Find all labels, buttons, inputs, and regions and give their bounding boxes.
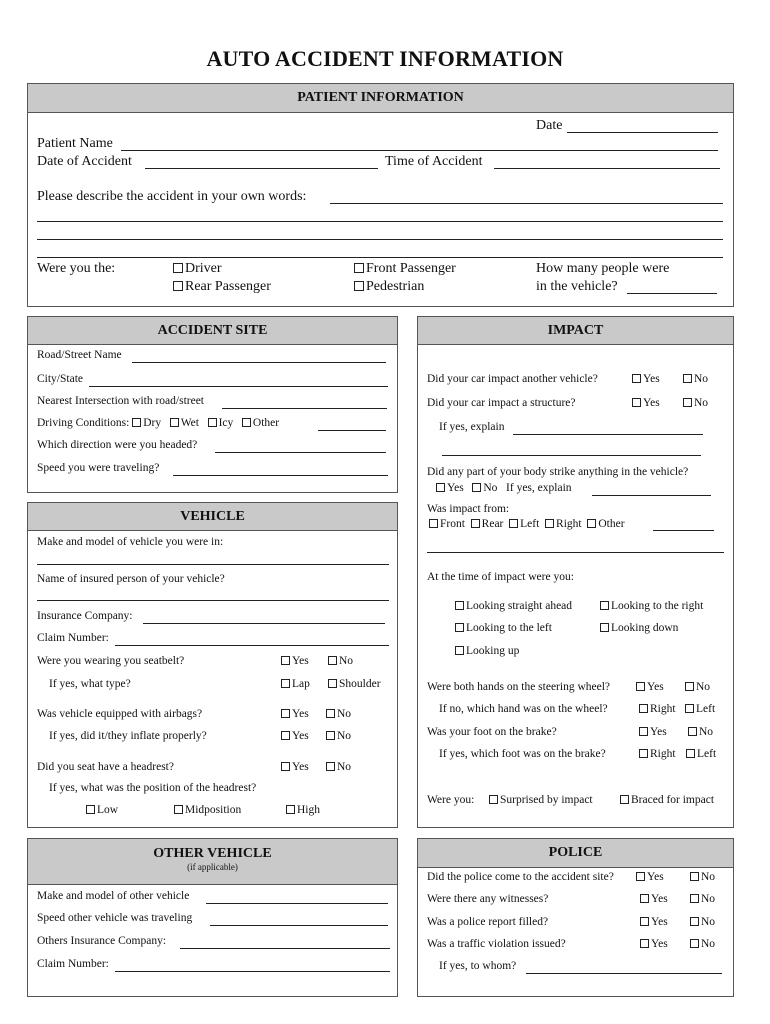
lap-checkbox[interactable] — [281, 679, 290, 688]
structure-yes-label: Yes — [643, 397, 660, 409]
impact-extra-field[interactable] — [427, 552, 724, 553]
driver-checkbox[interactable] — [173, 263, 183, 273]
were-you-impact-label: Were you: — [427, 794, 475, 806]
headrest-no[interactable] — [326, 761, 351, 773]
foot-yes-checkbox[interactable] — [639, 727, 648, 736]
how-many-field[interactable] — [627, 293, 717, 294]
report-no-label: No — [701, 916, 716, 928]
rear-passenger-checkbox[interactable] — [173, 281, 183, 291]
airbags-no-label: No — [337, 708, 352, 720]
police-come-no[interactable] — [690, 871, 715, 883]
insurance-label: Insurance Company: — [37, 610, 133, 622]
surprised-checkbox[interactable] — [489, 795, 498, 804]
explain-field-1[interactable] — [513, 434, 703, 435]
left-label: Left — [520, 518, 540, 530]
headrest-yes[interactable] — [281, 761, 309, 773]
violation-no-label: No — [701, 938, 716, 950]
low-option[interactable] — [86, 804, 118, 816]
seatbelt-yes-checkbox[interactable] — [281, 656, 290, 665]
front-passenger-label: Front Passenger — [366, 261, 456, 276]
other-direction-checkbox[interactable] — [587, 519, 596, 528]
violation-label: Was a traffic violation issued? — [427, 938, 566, 950]
to-left-checkbox[interactable] — [455, 623, 464, 632]
date-of-accident-label: Date of Accident — [37, 154, 132, 169]
pedestrian-checkbox[interactable] — [354, 281, 364, 291]
seatbelt-no-checkbox[interactable] — [328, 656, 337, 665]
witnesses-yes-label: Yes — [651, 893, 668, 905]
structure-yes-checkbox[interactable] — [632, 398, 641, 407]
police-come-no-checkbox[interactable] — [690, 872, 699, 881]
foot-yes-label: Yes — [650, 726, 667, 738]
time-of-accident-label: Time of Accident — [385, 154, 483, 169]
front-checkbox[interactable] — [429, 519, 438, 528]
explain-field-2[interactable] — [442, 455, 701, 456]
other-vehicle-title: OTHER VEHICLE — [153, 846, 272, 861]
report-no[interactable] — [690, 916, 715, 928]
type-label: If yes, what type? — [49, 678, 131, 690]
body-explain-label: If yes, explain — [506, 482, 572, 494]
another-yes-label: Yes — [643, 373, 660, 385]
braced-option[interactable] — [620, 794, 714, 806]
foot-label: Was your foot on the brake? — [427, 726, 557, 738]
report-yes-checkbox[interactable] — [640, 917, 649, 926]
inflate-no-label: No — [337, 730, 352, 742]
other-insurance-label: Others Insurance Company: — [37, 935, 167, 947]
claim-label: Claim Number: — [37, 632, 109, 644]
up-option[interactable] — [455, 645, 519, 657]
speed-field[interactable] — [173, 475, 388, 476]
airbags-yes-checkbox[interactable] — [281, 709, 290, 718]
whom-field[interactable] — [526, 973, 722, 974]
headrest-yes-label: Yes — [292, 761, 309, 773]
violation-no-checkbox[interactable] — [690, 939, 699, 948]
inflate-yes[interactable] — [281, 730, 309, 742]
other-make-field[interactable] — [206, 903, 388, 904]
hands-no-label: No — [696, 681, 711, 693]
to-right-checkbox[interactable] — [600, 601, 609, 610]
violation-yes[interactable] — [640, 938, 668, 950]
were-you-label: Were you the: — [37, 261, 116, 276]
body-no-checkbox[interactable] — [472, 483, 481, 492]
foot-right-label: Right — [650, 748, 676, 760]
wet-label: Wet — [180, 417, 199, 429]
conditions-row — [37, 417, 279, 429]
witnesses-no-checkbox[interactable] — [690, 894, 699, 903]
foot-right-checkbox[interactable] — [639, 749, 648, 758]
conditions-label: Driving Conditions: — [37, 417, 130, 429]
hands-yes-label: Yes — [647, 681, 664, 693]
date-of-accident-field[interactable] — [145, 168, 378, 169]
braced-label: Braced for impact — [631, 794, 715, 806]
airbags-yes[interactable] — [281, 708, 309, 720]
intersection-field[interactable] — [222, 408, 387, 409]
report-yes[interactable] — [640, 916, 668, 928]
structure-yes[interactable] — [632, 397, 660, 409]
explain-label: If yes, explain — [439, 421, 505, 433]
other-speed-label: Speed other vehicle was traveling — [37, 912, 193, 924]
inflate-no-checkbox[interactable] — [326, 731, 335, 740]
direction-label: Which direction were you headed? — [37, 439, 198, 451]
other-condition-checkbox[interactable] — [242, 418, 251, 427]
another-yes[interactable] — [632, 373, 660, 385]
lap-option[interactable] — [281, 678, 310, 690]
to-right-option[interactable] — [600, 600, 703, 612]
police-come-no-label: No — [701, 871, 716, 883]
position-label: If yes, what was the position of the headrest? — [49, 782, 257, 794]
headrest-yes-checkbox[interactable] — [281, 762, 290, 771]
pedestrian-label: Pedestrian — [366, 279, 425, 294]
foot-no-checkbox[interactable] — [688, 727, 697, 736]
claim-field[interactable] — [115, 645, 389, 646]
police-come-yes-label: Yes — [647, 871, 664, 883]
hands-no-checkbox[interactable] — [685, 682, 694, 691]
headrest-no-checkbox[interactable] — [326, 762, 335, 771]
driver-option[interactable] — [173, 261, 222, 277]
direction-options — [429, 518, 625, 530]
straight-label: Looking straight ahead — [466, 600, 573, 612]
how-many-label-2: in the vehicle? — [536, 279, 618, 294]
rear-passenger-label: Rear Passenger — [185, 279, 271, 294]
right-checkbox[interactable] — [545, 519, 554, 528]
patient-name-field[interactable] — [121, 150, 718, 151]
other-insurance-field[interactable] — [180, 948, 390, 949]
up-label: Looking up — [466, 645, 520, 657]
police-header: POLICE — [418, 839, 733, 868]
hand-right-checkbox[interactable] — [639, 704, 648, 713]
shoulder-label: Shoulder — [339, 678, 381, 690]
another-no[interactable] — [683, 373, 708, 385]
icy-checkbox[interactable] — [208, 418, 217, 427]
another-yes-checkbox[interactable] — [632, 374, 641, 383]
high-option[interactable] — [286, 804, 320, 816]
hands-label: Were both hands on the steering wheel? — [427, 681, 611, 693]
which-hand-label: If no, which hand was on the wheel? — [439, 703, 608, 715]
structure-no[interactable] — [683, 397, 708, 409]
speed-label: Speed you were traveling? — [37, 462, 160, 474]
describe-field-2[interactable] — [37, 221, 723, 222]
mid-option[interactable] — [174, 804, 241, 816]
hands-yes-checkbox[interactable] — [636, 682, 645, 691]
straight-checkbox[interactable] — [455, 601, 464, 610]
body-yes-label: Yes — [447, 482, 464, 494]
witnesses-no[interactable] — [690, 893, 715, 905]
accident-site-header: ACCIDENT SITE — [28, 317, 397, 345]
describe-field-4[interactable] — [37, 257, 723, 258]
hands-yes[interactable] — [636, 681, 664, 693]
other-speed-field[interactable] — [210, 925, 388, 926]
front-label: Front — [440, 518, 465, 530]
lap-label: Lap — [292, 678, 310, 690]
seatbelt-no-label: No — [339, 655, 354, 667]
wet-checkbox[interactable] — [170, 418, 179, 427]
other-vehicle-subtitle: (if applicable) — [187, 862, 238, 872]
was-impact-label: Was impact from: — [427, 503, 510, 515]
airbags-yes-label: Yes — [292, 708, 309, 720]
body-no-label: No — [483, 482, 498, 494]
airbags-no[interactable] — [326, 708, 351, 720]
police-come-yes-checkbox[interactable] — [636, 872, 645, 881]
rear-passenger-option[interactable] — [173, 279, 271, 295]
witnesses-no-label: No — [701, 893, 716, 905]
another-no-checkbox[interactable] — [683, 374, 692, 383]
impact-header: IMPACT — [418, 317, 733, 345]
city-field[interactable] — [89, 386, 388, 387]
to-left-label: Looking to the left — [466, 622, 552, 634]
date-label: Date — [536, 118, 563, 133]
surprised-option[interactable] — [489, 794, 593, 806]
other-vehicle-header — [28, 839, 397, 885]
down-label: Looking down — [611, 622, 679, 634]
insured-field[interactable] — [37, 600, 389, 601]
seatbelt-yes-label: Yes — [292, 655, 309, 667]
right-label: Right — [556, 518, 582, 530]
seatbelt-yes[interactable] — [281, 655, 309, 667]
road-label: Road/Street Name — [37, 349, 122, 361]
low-checkbox[interactable] — [86, 805, 95, 814]
time-of-accident-field[interactable] — [494, 168, 720, 169]
seatbelt-no[interactable] — [328, 655, 353, 667]
up-checkbox[interactable] — [455, 646, 464, 655]
patient-name-label: Patient Name — [37, 136, 113, 151]
city-label: City/State — [37, 373, 83, 385]
left-checkbox[interactable] — [509, 519, 518, 528]
witnesses-yes-checkbox[interactable] — [640, 894, 649, 903]
front-passenger-option[interactable] — [354, 261, 456, 277]
other-claim-field[interactable] — [115, 971, 390, 972]
hands-no[interactable] — [685, 681, 710, 693]
inflate-yes-checkbox[interactable] — [281, 731, 290, 740]
witnesses-yes[interactable] — [640, 893, 668, 905]
to-right-label: Looking to the right — [611, 600, 704, 612]
describe-field-1[interactable] — [330, 203, 723, 204]
witnesses-label: Were there any witnesses? — [427, 893, 549, 905]
body-label: Did any part of your body strike anything in the vehicle? — [427, 466, 689, 478]
shoulder-checkbox[interactable] — [328, 679, 337, 688]
patient-header: PATIENT INFORMATION — [28, 84, 733, 113]
police-come-label: Did the police come to the accident site? — [427, 871, 614, 883]
which-foot-label: If yes, which foot was on the brake? — [439, 748, 606, 760]
another-label: Did your car impact another vehicle? — [427, 373, 598, 385]
body-explain-field[interactable] — [592, 495, 711, 496]
body-yes-checkbox[interactable] — [436, 483, 445, 492]
form-title: AUTO ACCIDENT INFORMATION — [206, 46, 564, 71]
icy-label: Icy — [218, 417, 234, 429]
time-label: At the time of impact were you: — [427, 571, 574, 583]
intersection-label: Nearest Intersection with road/street — [37, 395, 205, 407]
inflate-no[interactable] — [326, 730, 351, 742]
other-condition-label: Other — [252, 417, 280, 429]
foot-left-label: Left — [697, 748, 717, 760]
inflate-label: If yes, did it/they inflate properly? — [49, 730, 207, 742]
foot-right[interactable] — [639, 748, 676, 760]
foot-yes[interactable] — [639, 726, 667, 738]
whom-label: If yes, to whom? — [439, 960, 517, 972]
low-label: Low — [97, 804, 119, 816]
surprised-label: Surprised by impact — [500, 794, 593, 806]
dry-label: Dry — [143, 417, 162, 429]
report-label: Was a police report filled? — [427, 916, 549, 928]
inflate-yes-label: Yes — [292, 730, 309, 742]
mid-checkbox[interactable] — [174, 805, 183, 814]
another-no-label: No — [694, 373, 709, 385]
report-no-checkbox[interactable] — [690, 917, 699, 926]
front-passenger-checkbox[interactable] — [354, 263, 364, 273]
airbags-label: Was vehicle equipped with airbags? — [37, 708, 203, 720]
insurance-field[interactable] — [143, 623, 385, 624]
hand-right[interactable] — [639, 703, 676, 715]
hand-left-label: Left — [696, 703, 716, 715]
hand-left[interactable] — [685, 703, 715, 715]
date-field[interactable] — [567, 132, 718, 133]
foot-no-label: No — [699, 726, 714, 738]
make-label: Make and model of vehicle you were in: — [37, 536, 224, 548]
other-condition-field[interactable] — [318, 430, 386, 431]
other-direction-field[interactable] — [653, 530, 714, 531]
seatbelt-label: Were you wearing you seatbelt? — [37, 655, 185, 667]
body-row — [436, 482, 572, 494]
foot-left[interactable] — [686, 748, 716, 760]
other-claim-label: Claim Number: — [37, 958, 109, 970]
shoulder-option[interactable] — [328, 678, 381, 690]
foot-left-checkbox[interactable] — [686, 749, 695, 758]
braced-checkbox[interactable] — [620, 795, 629, 804]
straight-option[interactable] — [455, 600, 572, 612]
describe-field-3[interactable] — [37, 239, 723, 240]
structure-no-label: No — [694, 397, 709, 409]
high-checkbox[interactable] — [286, 805, 295, 814]
violation-yes-checkbox[interactable] — [640, 939, 649, 948]
other-make-label: Make and model of other vehicle — [37, 890, 190, 902]
violation-no[interactable] — [690, 938, 715, 950]
make-field[interactable] — [37, 564, 389, 565]
road-field[interactable] — [132, 362, 386, 363]
how-many-label-1: How many people were — [536, 261, 670, 276]
rear-label: Rear — [481, 518, 504, 530]
down-option[interactable] — [600, 622, 678, 634]
structure-no-checkbox[interactable] — [683, 398, 692, 407]
insured-label: Name of insured person of your vehicle? — [37, 573, 225, 585]
mid-label: Midposition — [185, 804, 242, 816]
foot-no[interactable] — [688, 726, 713, 738]
report-yes-label: Yes — [651, 916, 668, 928]
rear-checkbox[interactable] — [471, 519, 480, 528]
airbags-no-checkbox[interactable] — [326, 709, 335, 718]
other-direction-label: Other — [598, 518, 625, 530]
driver-label: Driver — [185, 261, 222, 276]
police-come-yes[interactable] — [636, 871, 664, 883]
down-checkbox[interactable] — [600, 623, 609, 632]
headrest-label: Did you seat have a headrest? — [37, 761, 174, 773]
hand-left-checkbox[interactable] — [685, 704, 694, 713]
hand-right-label: Right — [650, 703, 676, 715]
direction-field[interactable] — [215, 452, 386, 453]
structure-label: Did your car impact a structure? — [427, 397, 576, 409]
to-left-option[interactable] — [455, 622, 552, 634]
pedestrian-option[interactable] — [354, 279, 424, 295]
dry-checkbox[interactable] — [132, 418, 141, 427]
vehicle-header: VEHICLE — [28, 503, 397, 531]
violation-yes-label: Yes — [651, 938, 668, 950]
headrest-no-label: No — [337, 761, 352, 773]
describe-label: Please describe the accident in your own words: — [37, 189, 307, 204]
high-label: High — [297, 804, 320, 816]
